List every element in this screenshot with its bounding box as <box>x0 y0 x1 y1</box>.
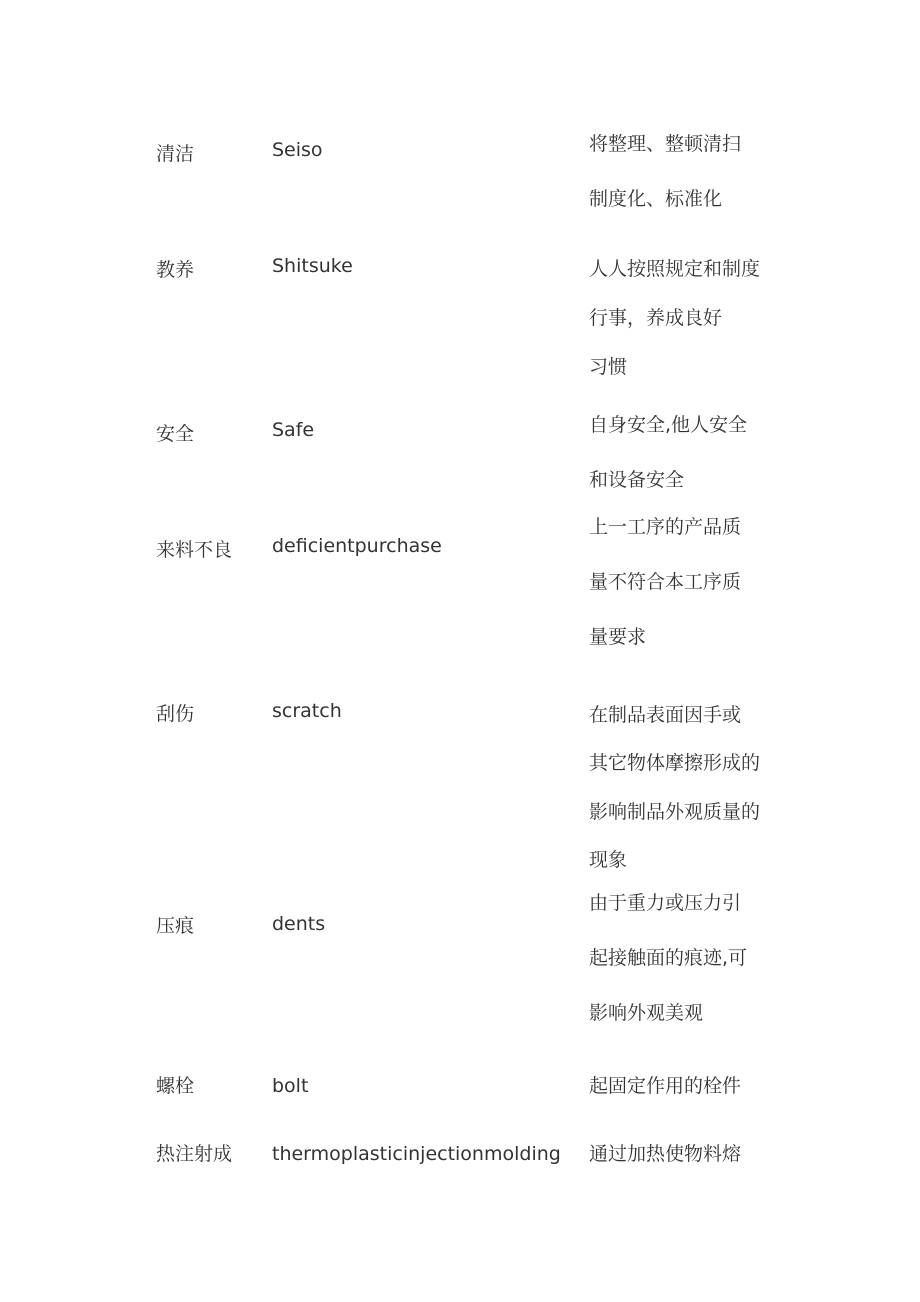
term-chinese: 螺栓 <box>156 1075 195 1097</box>
term-chinese: 热注射成 <box>156 1143 233 1165</box>
term-english: Shitsuke <box>272 255 353 277</box>
term-english: Safe <box>272 419 315 441</box>
term-chinese: 压痕 <box>156 915 195 937</box>
term-description-line: 将整理、整顿清扫 <box>589 133 742 155</box>
term-description-line: 其它物体摩擦形成的 <box>589 752 761 774</box>
term-description-line: 由于重力或压力引 <box>589 892 742 914</box>
term-description-line: 起固定作用的栓件 <box>589 1075 742 1097</box>
term-description-line: 影响外观美观 <box>589 1002 704 1024</box>
term-english: dents <box>272 913 326 935</box>
term-description-line: 现象 <box>589 849 628 871</box>
term-description-line: 影响制品外观质量的 <box>589 801 761 823</box>
term-english: thermoplasticinjectionmolding <box>272 1143 561 1165</box>
term-english: scratch <box>272 700 342 722</box>
term-chinese: 刮伤 <box>156 703 195 725</box>
term-description-line: 通过加热使物料熔 <box>589 1143 742 1165</box>
term-description-line: 在制品表面因手或 <box>589 704 742 726</box>
term-english: deficientpurchase <box>272 535 442 557</box>
term-description-line: 上一工序的产品质 <box>589 516 742 538</box>
term-chinese: 来料不良 <box>156 539 233 561</box>
term-description-line: 人人按照规定和制度 <box>589 258 761 280</box>
term-english: bolt <box>272 1075 309 1097</box>
term-english: Seiso <box>272 139 323 161</box>
term-description-line: 自身安全,他人安全 <box>589 414 748 436</box>
term-description-line: 和设备安全 <box>589 469 685 491</box>
term-chinese: 安全 <box>156 423 195 445</box>
term-description-line: 量要求 <box>589 626 647 648</box>
term-description-line: 起接触面的痕迹,可 <box>589 947 748 969</box>
term-description-line: 量不符合本工序质 <box>589 571 742 593</box>
term-description-line: 制度化、标准化 <box>589 188 723 210</box>
term-chinese: 教养 <box>156 259 195 281</box>
term-description-line: 习惯 <box>589 356 628 378</box>
term-chinese: 清洁 <box>156 143 195 165</box>
term-description-line: 行事，养成良好 <box>589 307 723 329</box>
